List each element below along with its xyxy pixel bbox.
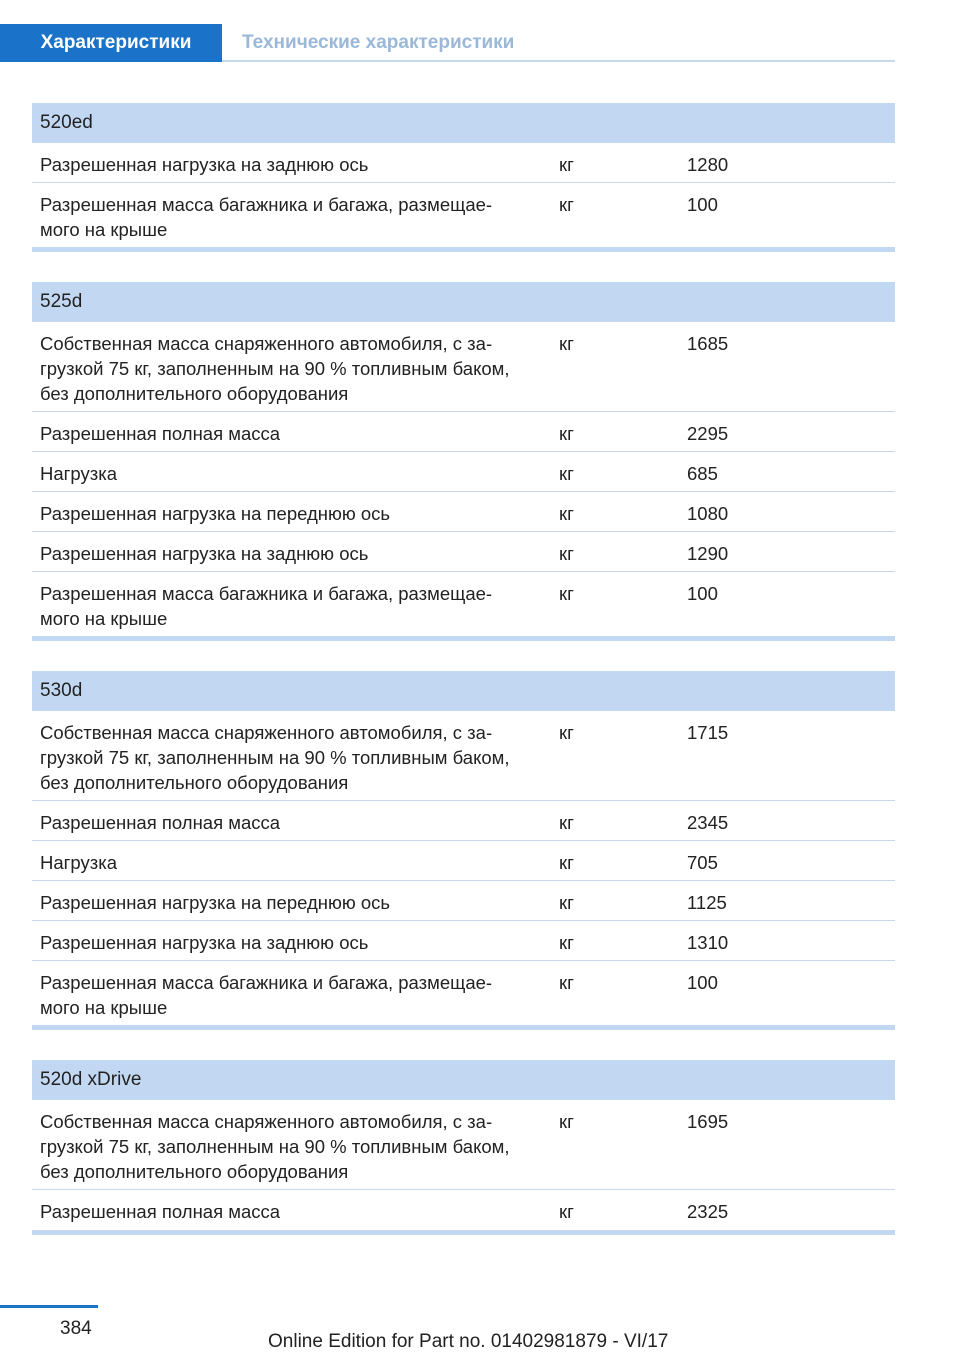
row-value: 1715 <box>687 722 729 743</box>
table-row <box>32 881 895 921</box>
page-number: 384 <box>60 1318 92 1339</box>
row-label: Разрешенная нагрузка на заднюю ось <box>40 932 369 953</box>
row-value: 2345 <box>687 812 729 833</box>
row-label: Разрешенная нагрузка на переднюю ось <box>40 503 391 524</box>
table-row <box>32 143 895 183</box>
row-value: 705 <box>687 852 718 873</box>
row-value: 100 <box>687 583 718 604</box>
header-tab-characteristics[interactable]: Характеристики <box>0 24 222 62</box>
row-label: Собственная масса снаряженного автомобиля, с за- грузкой 75 кг, заполненным на 90 % топливным баком, без дополнительного оборудования <box>40 722 510 793</box>
row-value: 1125 <box>687 892 727 913</box>
table-row <box>32 183 895 247</box>
row-value: 100 <box>687 194 718 215</box>
row-value: 2325 <box>687 1201 729 1222</box>
row-value: 1280 <box>687 154 729 175</box>
header-tab-technical-data[interactable]: Технические характеристики <box>242 32 515 53</box>
section-title: 520d xDrive <box>32 1060 895 1100</box>
section-end-rule <box>32 1230 895 1235</box>
header-rule <box>222 60 895 62</box>
row-label: Разрешенная масса багажника и багажа, размещае- мого на крыше <box>40 194 493 240</box>
row-unit: кг <box>559 722 574 743</box>
row-label: Нагрузка <box>40 463 117 484</box>
table-row <box>32 572 895 636</box>
spec-section-520d-xdrive <box>32 1060 895 1235</box>
table-row <box>32 1190 895 1230</box>
section-end-rule <box>32 247 895 252</box>
table-row <box>32 322 895 412</box>
table-row <box>32 452 895 492</box>
table-row <box>32 532 895 572</box>
table-row <box>32 961 895 1025</box>
row-value: 1080 <box>687 503 729 524</box>
row-label: Разрешенная нагрузка на заднюю ось <box>40 543 369 564</box>
section-title: 525d <box>32 282 895 322</box>
spec-section-520ed <box>32 103 895 252</box>
row-unit: кг <box>559 333 574 354</box>
row-label: Собственная масса снаряженного автомобиля, с за- грузкой 75 кг, заполненным на 90 % топливным баком, без дополнительного оборудования <box>40 333 510 404</box>
table-row <box>32 801 895 841</box>
row-label: Собственная масса снаряженного автомобиля, с за- грузкой 75 кг, заполненным на 90 % топливным баком, без дополнительного оборудования <box>40 1111 510 1182</box>
section-end-rule <box>32 636 895 641</box>
table-row <box>32 841 895 881</box>
row-label: Разрешенная полная масса <box>40 423 281 444</box>
table-row <box>32 921 895 961</box>
row-unit: кг <box>559 423 574 444</box>
table-row <box>32 412 895 452</box>
row-value: 1695 <box>687 1111 729 1132</box>
footer-rule <box>0 1305 98 1308</box>
section-end-rule <box>32 1025 895 1030</box>
row-unit: кг <box>559 1111 574 1132</box>
spec-section-525d <box>32 282 895 641</box>
row-value: 100 <box>687 972 718 993</box>
table-row <box>32 492 895 532</box>
page-header <box>0 24 895 62</box>
section-title: 530d <box>32 671 895 711</box>
row-label: Разрешенная масса багажника и багажа, размещае- мого на крыше <box>40 583 493 629</box>
spec-section-530d <box>32 671 895 1030</box>
row-value: 1310 <box>687 932 729 953</box>
row-unit: кг <box>559 503 574 524</box>
row-unit: кг <box>559 932 574 953</box>
row-label: Разрешенная полная масса <box>40 812 281 833</box>
row-label: Разрешенная нагрузка на переднюю ось <box>40 892 391 913</box>
row-unit: кг <box>559 154 574 175</box>
row-unit: кг <box>559 892 574 913</box>
row-value: 1685 <box>687 333 729 354</box>
row-unit: кг <box>559 583 574 604</box>
row-value: 1290 <box>687 543 729 564</box>
row-unit: кг <box>559 194 574 215</box>
table-row <box>32 711 895 801</box>
edition-note: Online Edition for Part no. 01402981879 - VI/17 <box>268 1331 669 1352</box>
table-row <box>32 1100 895 1190</box>
row-unit: кг <box>559 1201 574 1222</box>
row-value: 2295 <box>687 423 729 444</box>
row-unit: кг <box>559 812 574 833</box>
row-unit: кг <box>559 463 574 484</box>
row-label: Разрешенная нагрузка на заднюю ось <box>40 154 369 175</box>
row-label: Разрешенная полная масса <box>40 1201 281 1222</box>
row-label: Нагрузка <box>40 852 117 873</box>
section-title: 520ed <box>32 103 895 143</box>
row-unit: кг <box>559 972 574 993</box>
row-label: Разрешенная масса багажника и багажа, размещае- мого на крыше <box>40 972 493 1018</box>
row-value: 685 <box>687 463 718 484</box>
row-unit: кг <box>559 543 574 564</box>
row-unit: кг <box>559 852 574 873</box>
